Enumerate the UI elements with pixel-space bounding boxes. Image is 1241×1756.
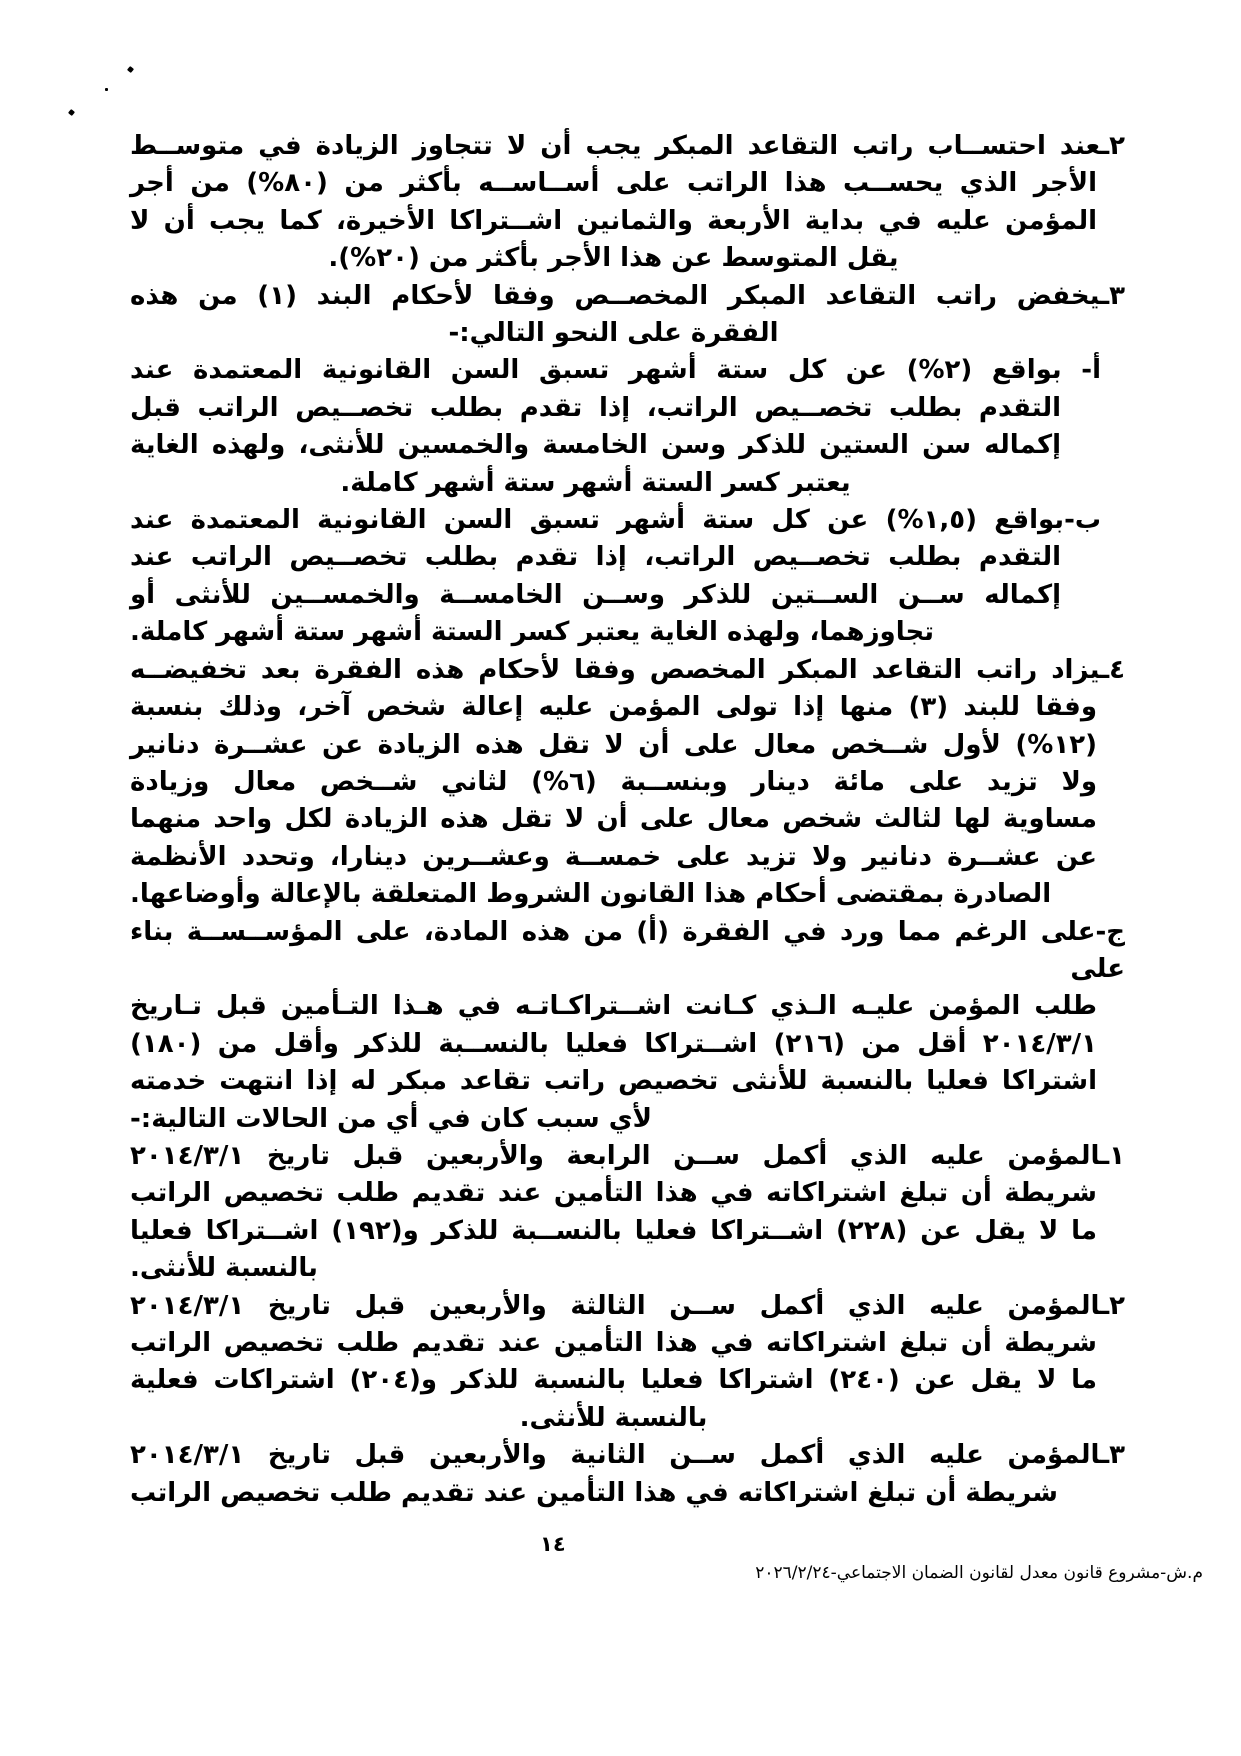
text-line: ٢ـالمؤمن عليه الذي أكمل ســن الثالثة والأربعين قبل تاريخ ٢٠١٤/٣/١: [130, 1290, 1125, 1321]
text-line: المؤمن عليه في بداية الأربعة والثمانين اشــتراكا الأخيرة، كما يجب أن لا: [130, 205, 1097, 236]
text-line: إكماله سن الستين للذكر وسن الخامسة والخمسين للأنثى، ولهذه الغاية: [130, 430, 1061, 461]
text-line: شريطة أن تبلغ اشتراكاته في هذا التأمين عند تقديم طلب تخصيص الراتب: [130, 1328, 1097, 1358]
text-line: تجاوزهما، ولهذه الغاية يعتبر كسر الستة أشهر ستة أشهر كاملة.: [130, 617, 934, 648]
text-line: إكماله ســن الســتين للذكر وســن الخامســة والخمســين للأنثى أو: [130, 579, 1061, 610]
text-line: بالنسبة للأنثى.: [130, 1253, 318, 1284]
page-number: ١٤: [540, 1532, 566, 1556]
text-line: التقدم بطلب تخصــيص الراتب، إذا تقدم بطلب تخصــيص الراتب قبل: [130, 392, 1061, 423]
text-line: الفقرة على النحو التالي:-: [448, 318, 779, 349]
text-line: ٢ـعند احتســاب راتب التقاعد المبكر يجب أن لا تتجاوز الزيادة في متوســط: [130, 131, 1125, 161]
text-line: التقدم بطلب تخصــيص الراتب، إذا تقدم بطلب تخصــيص الراتب عند: [130, 542, 1061, 573]
text-line: ٢٠١٤/٣/١ أقل من (٢١٦) اشــتراكا فعليا بالنســبة للذكر وأقل من (١٨٠): [130, 1028, 1097, 1059]
text-line: ١ـالمؤمن عليه الذي أكمل ســن الرابعة والأربعين قبل تاريخ ٢٠١٤/٣/١: [130, 1140, 1125, 1171]
text-line: ما لا يقل عن (٢٢٨) اشــتراكا فعليا بالنســبة للذكر و(١٩٢) اشــتراكا فعليا: [130, 1215, 1097, 1246]
text-line: ما لا يقل عن (٢٤٠) اشتراكا فعليا بالنسبة للذكر و(٢٠٤) اشتراكات فعلية: [130, 1365, 1098, 1396]
text-line: يعتبر كسر الستة أشهر ستة أشهر كاملة.: [340, 467, 851, 498]
text-line: ٣ـالمؤمن عليه الذي أكمل ســن الثانية والأربعين قبل تاريخ ٢٠١٤/٣/١: [130, 1440, 1125, 1471]
text-line: ج-على الرغم مما ورد في الفقرة (أ) من هذه المادة، على المؤســســة بناء على: [130, 916, 1125, 984]
text-line: مساوية لها لثالث شخص معال على أن لا تقل هذه الزيادة لكل واحد منهما: [130, 804, 1097, 835]
text-line: عن عشــرة دنانير ولا تزيد على خمســة وعشــرين دينارا، وتحدد الأنظمة: [130, 841, 1097, 872]
text-line: ٤ـيزاد راتب التقاعد المبكر المخصص وفقا لأحكام هذه الفقرة بعد تخفيضــه: [130, 654, 1125, 685]
text-line: ٣ـيخفض راتب التقاعد المبكر المخصــص وفقا لأحكام البند (١) من هذه: [130, 280, 1125, 311]
text-line: بالنسبة للأنثى.: [519, 1402, 708, 1433]
document-text-block: [130, 128, 1125, 1512]
scan-speck: [127, 66, 134, 73]
text-line: شريطة أن تبلغ اشتراكاته في هذا التأمين عند تقديم طلب تخصيص الراتب: [130, 1477, 1058, 1508]
text-line: ب-بواقع (١,٥%) عن كل ستة أشهر تسبق السن القانونية المعتمدة عند: [130, 505, 1101, 536]
footer-note: م.ش-مشروع قانون معدل لقانون الضمان الاجتماعي-٢٠٢٦/٢/٢٤: [755, 1563, 1203, 1583]
scan-speck: [105, 88, 108, 91]
text-line: أ- بواقع (٢%) عن كل ستة أشهر تسبق السن القانونية المعتمدة عند: [130, 355, 1101, 386]
text-line: لأي سبب كان في أي من الحالات التالية:-: [130, 1103, 652, 1134]
text-line: ولا تزيد على مائة دينار وبنســبة (٦%) لثاني شــخص معال وزيادة: [130, 766, 1097, 797]
text-line: طلب المؤمن عليـه الـذي كـانت اشــتراكـاتـه في هـذا التـأمين قبل تـاريخ: [130, 991, 1097, 1022]
text-line: الأجر الذي يحســب هذا الراتب على أســاســه بأكثر من (٨٠%) من أجر: [130, 168, 1097, 199]
text-line: الصادرة بمقتضى أحكام هذا القانون الشروط المتعلقة بالإعالة وأوضاعها.: [130, 879, 1052, 910]
scan-speck: [68, 109, 75, 116]
text-line: اشتراكا فعليا بالنسبة للأنثى تخصيص راتب تقاعد مبكر له إذا انتهت خدمته: [130, 1066, 1097, 1097]
text-line: شريطة أن تبلغ اشتراكاته في هذا التأمين عند تقديم طلب تخصيص الراتب: [130, 1178, 1097, 1209]
text-line: وفقا للبند (٣) منها إذا تولى المؤمن عليه إعالة شخص آخر، وذلك بنسبة: [130, 692, 1097, 723]
text-line: يقل المتوسط عن هذا الأجر بأكثر من (٢٠%).: [328, 243, 899, 274]
text-line: (١٢%) لأول شــخص معال على أن لا تقل هذه الزيادة عن عشــرة دنانير: [130, 729, 1097, 760]
